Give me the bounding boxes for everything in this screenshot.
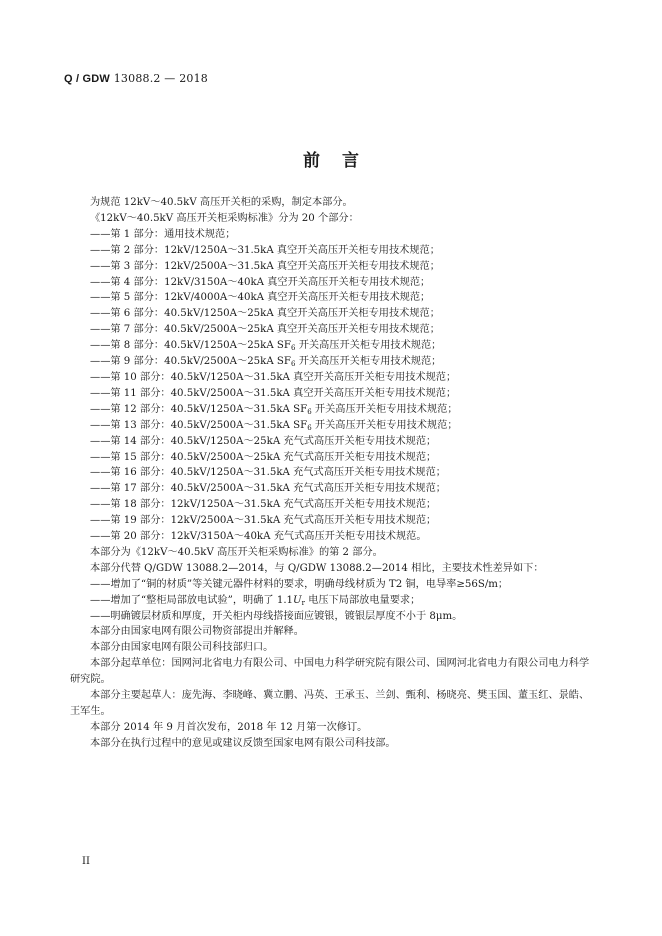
standard-prefix: Q / GDW	[64, 73, 111, 85]
document-code	[64, 72, 208, 85]
change-item	[70, 593, 592, 609]
closing-line: 本部分 2014 年 9 月首次发布，2018 年 12 月第一次修订。	[90, 721, 368, 733]
part-item: ——第 7 部分：40.5kV/2500A～25kA 真空开关高压开关柜专用技术规范；	[90, 324, 440, 336]
part-item	[70, 338, 592, 354]
page-number: II	[82, 856, 90, 867]
change-item-text: 电压下局部放电量要求；	[305, 594, 421, 606]
part-item: ——第 18 部分：12kV/1250A～31.5kA 充气式高压开关柜专用技术规范；	[90, 499, 437, 511]
part-item: ——第 15 部分：40.5kV/2500A～25kA 充气式高压开关柜专用技术规范；	[90, 451, 437, 463]
change-item: ——明确镀层材质和厚度，开关柜内母线搭接面应镀银，镀银层厚度不小于 8μm。	[90, 610, 463, 622]
part-item-text: 开关高压开关柜专用技术规范；	[295, 356, 442, 368]
subscript: r	[301, 598, 305, 607]
part-item: ——第 4 部分：12kV/3150A～40kA 真空开关高压开关柜专用技术规范；	[90, 276, 431, 288]
change-item-text: ——增加了“整柜局部放电试验”，明确了 1.1	[90, 594, 294, 606]
closing-line: 本部分由国家电网有限公司物资部提出并解释。	[90, 626, 304, 638]
part-item-text: ——第 12 部分：40.5kV/1250A～31.5kA SF	[90, 403, 308, 415]
drafters: 本部分主要起草人：庞先海、李晓峰、冀立鹏、冯英、王承玉、兰剑、甄利、杨晓亮、樊玉国、董玉红、景皓、王军生。	[70, 690, 590, 717]
part-item: ——第 3 部分：12kV/2500A～31.5kA 真空开关高压开关柜专用技术规范；	[90, 260, 440, 272]
part-item-text: ——第 9 部分：40.5kV/2500A～25kA SF	[90, 356, 291, 368]
part-item: ——第 6 部分：40.5kV/1250A～25kA 真空开关高压开关柜专用技术规范；	[90, 308, 440, 320]
part-item	[70, 418, 592, 434]
this-part-statement: 本部分为《12kV～40.5kV 高压开关柜采购标准》的第 2 部分。	[90, 546, 383, 558]
voltage-symbol: U	[293, 594, 302, 606]
part-item-text: 开关高压开关柜专用技术规范；	[311, 403, 458, 415]
parts-list	[70, 227, 592, 545]
standard-number: 13088.2 — 2018	[113, 72, 208, 85]
page-title: 前言	[303, 151, 381, 171]
intro-line: 为规范 12kV～40.5kV 高压开关柜的采购，制定本部分。	[90, 197, 353, 208]
drafting-units: 本部分起草单位：国网河北省电力有限公司、中国电力科学研究院有限公司、国网河北省电力有限公司电力科学研究院。	[70, 658, 590, 686]
part-item: ——第 1 部分：通用技术规范；	[90, 228, 236, 240]
replaces-statement: 本部分代替 Q/GDW 13088.2—2014，与 Q/GDW 13088.2—2014 相比，主要技术性差异如下：	[90, 562, 544, 574]
part-item-text: 开关高压开关柜专用技术规范；	[311, 419, 458, 431]
part-item: ——第 11 部分：40.5kV/2500A～31.5kA 真空开关高压开关柜专用技术规范；	[90, 387, 457, 399]
part-item: ——第 20 部分：12kV/3150A～40kA 充气式高压开关柜专用技术规范。	[90, 531, 427, 543]
part-item: ——第 2 部分：12kV/1250A～31.5kA 真空开关高压开关柜专用技术规范；	[90, 244, 440, 256]
subscript: 6	[307, 423, 312, 432]
part-item: ——第 16 部分：40.5kV/1250A～31.5kA 充气式高压开关柜专用技术规范；	[90, 467, 446, 479]
changes-list	[70, 577, 592, 625]
part-item: ——第 5 部分：12kV/4000A～40kA 真空开关高压开关柜专用技术规范；	[90, 292, 431, 304]
closing-line: 本部分由国家电网有限公司科技部归口。	[90, 642, 274, 654]
part-item	[70, 402, 592, 418]
part-item-text: ——第 8 部分：40.5kV/1250A～25kA SF	[90, 340, 291, 352]
part-item-text: ——第 13 部分：40.5kV/2500A～31.5kA SF	[90, 419, 308, 431]
closing-line: 本部分在执行过程中的意见或建议反馈至国家电网有限公司科技部。	[90, 737, 396, 749]
subscript: 6	[307, 407, 312, 416]
change-item: ——增加了“铜的材质”等关键元器件材料的要求，明确母线材质为 T2 铜，电导率≥56S/m；	[90, 578, 509, 590]
foreword-body	[70, 195, 592, 752]
part-item-text: 开关高压开关柜专用技术规范；	[295, 340, 442, 352]
part-item: ——第 14 部分：40.5kV/1250A～25kA 充气式高压开关柜专用技术规范；	[90, 435, 437, 447]
subscript: 6	[290, 344, 296, 353]
part-item: ——第 17 部分：40.5kV/2500A～31.5kA 充气式高压开关柜专用技术规范；	[90, 483, 446, 495]
subscript: 6	[290, 360, 296, 369]
part-item	[70, 354, 592, 370]
intro-line: 《12kV～40.5kV 高压开关柜采购标准》分为 20 个部分：	[90, 212, 359, 224]
part-item: ——第 10 部分：40.5kV/1250A～31.5kA 真空开关高压开关柜专用技术规范；	[90, 371, 457, 383]
part-item: ——第 19 部分：12kV/2500A～31.5kA 充气式高压开关柜专用技术规范；	[90, 515, 437, 527]
